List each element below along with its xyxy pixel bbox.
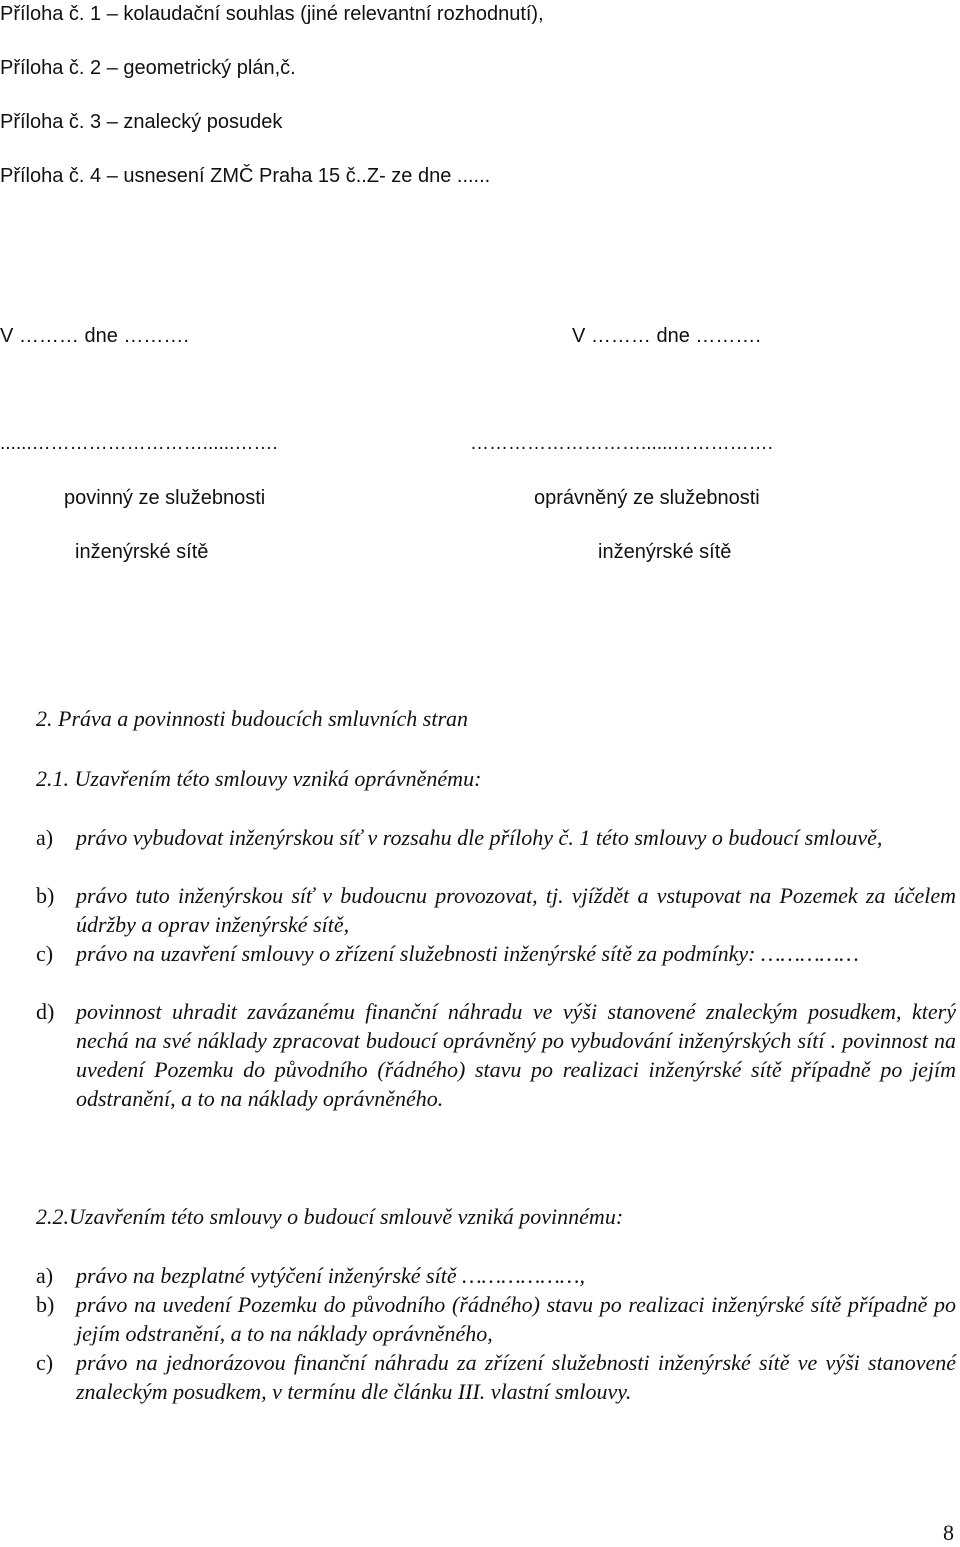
list-text: právo vybudovat inženýrskou síť v rozsahu dle přílohy č. 1 této smlouvy o budoucí smlouvě, (76, 825, 883, 850)
list-text: povinnost uhradit zavázanému finanční náhradu ve výši stanovené znaleckým posudkem, který nechá na své náklady zpracovat budoucí oprávněný po vybudování inženýrských sítí . povinnost na uvedení Pozemku do původního (řádného) stavu po realizaci inženýrské sítě případně po jejím odstranění, a to na náklady oprávněného. (76, 999, 956, 1111)
list-item (36, 1348, 956, 1406)
list-item (36, 823, 956, 852)
list-letter: b) (36, 1292, 55, 1317)
list-text: právo na jednorázovou finanční náhradu za zřízení služebnosti inženýrské sítě ve výši stanovené znaleckým posudkem, v termínu dle článku III. vlastní smlouvy. (76, 1350, 956, 1404)
attachment-4: Příloha č. 4 – usnesení ZMČ Praha 15 č..Z- ze dne ...... (0, 165, 491, 187)
list-text: právo na bezplatné vytýčení inženýrské sítě ………………, (76, 1263, 585, 1288)
right-place-date: V ……… dne ………. (572, 325, 761, 347)
list-letter: d) (36, 999, 55, 1024)
list-text: právo tuto inženýrskou síť v budoucnu provozovat, tj. vjíždět a vstupovat na Pozemek za účelem údržby a oprav inženýrské sítě, (76, 883, 956, 937)
left-role-line2: inženýrské sítě (75, 541, 209, 563)
list-item (36, 939, 956, 968)
list-letter: a) (36, 1263, 54, 1288)
list-text: právo na uvedení Pozemku do původního (řádného) stavu po realizaci inženýrské sítě případně po jejím odstranění, a to na náklady oprávněného, (76, 1292, 956, 1346)
subsection-2-1-heading: 2.1. Uzavřením této smlouvy vzniká oprávněnému: (36, 766, 482, 791)
right-role-line1: oprávněný ze služebnosti (534, 487, 760, 509)
list-item (36, 1290, 956, 1348)
list-item (36, 1261, 956, 1290)
section-heading: 2. Práva a povinnosti budoucích smluvních stran (36, 706, 469, 731)
list-letter: c) (36, 941, 54, 966)
subsection-2-2-heading: 2.2.Uzavřením této smlouvy o budoucí smlouvě vzniká povinnému: (36, 1204, 624, 1229)
left-role-line1: povinný ze služebnosti (64, 487, 266, 509)
right-role-line2: inženýrské sítě (598, 541, 732, 563)
left-signature-line: ......………………………......……. (0, 433, 278, 454)
list-text: právo na uzavření smlouvy o zřízení služebnosti inženýrské sítě za podmínky: …………… (76, 941, 859, 966)
attachment-2: Příloha č. 2 – geometrický plán,č. (0, 57, 296, 79)
list-letter: a) (36, 825, 54, 850)
attachment-1: Příloha č. 1 – kolaudační souhlas (jiné relevantní rozhodnutí), (0, 3, 544, 25)
list-letter: b) (36, 883, 55, 908)
list-letter: c) (36, 1350, 54, 1375)
left-place-date: V ……… dne ………. (0, 325, 189, 347)
list-item (36, 997, 956, 1113)
page-number: 8 (943, 1520, 954, 1545)
list-item (36, 881, 956, 939)
attachment-3: Příloha č. 3 – znalecký posudek (0, 111, 283, 133)
right-signature-line: ………………………......……………. (470, 433, 773, 454)
